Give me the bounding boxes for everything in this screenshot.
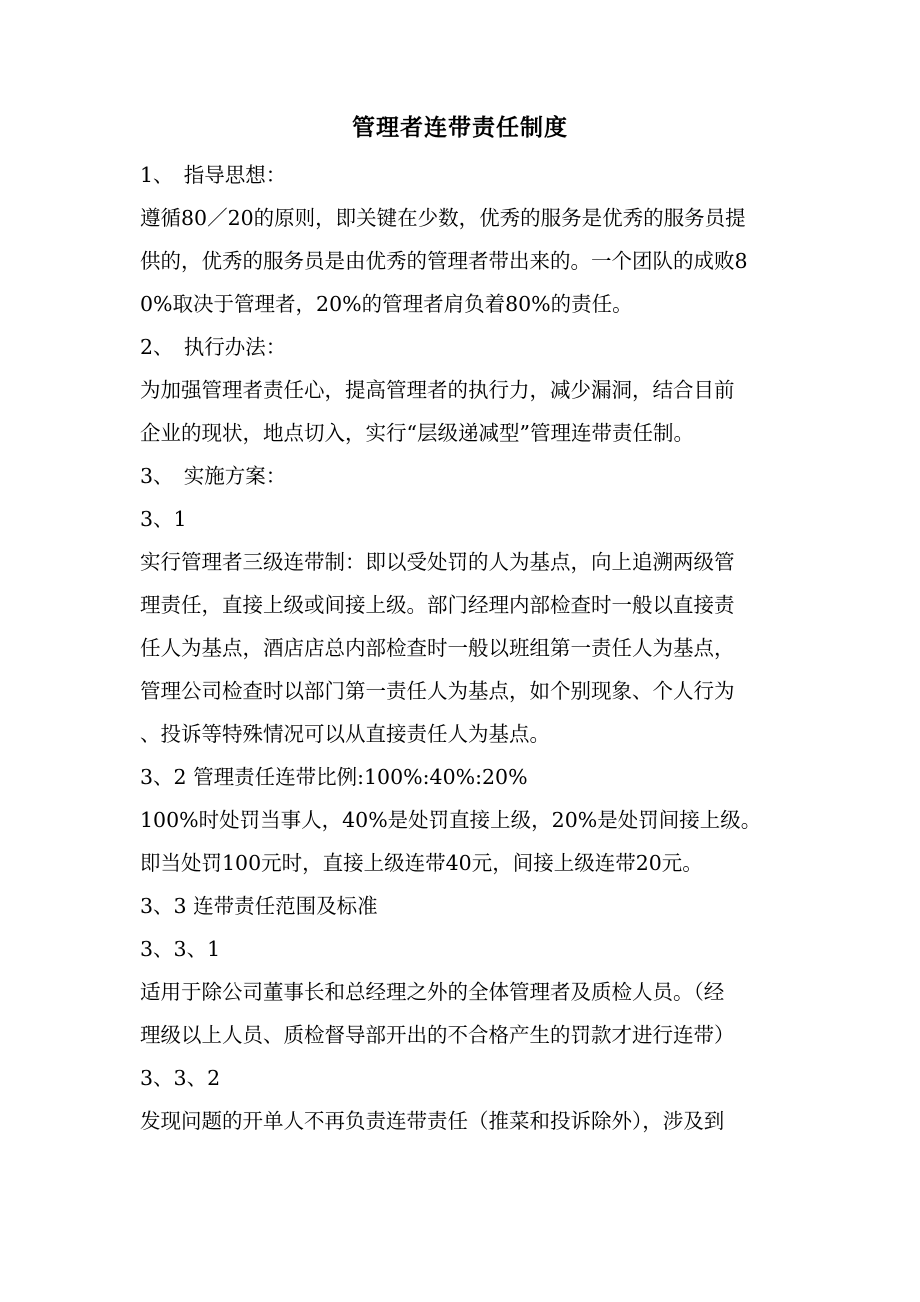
subsection-heading: 3、2 管理责任连带比例:100%:40%:20% xyxy=(140,765,528,789)
subsection-number: 3、3、2 xyxy=(140,1066,221,1090)
subsection-number: 3、3、1 xyxy=(140,937,221,961)
section-heading-1: 1、 指导思想： xyxy=(140,163,287,187)
paragraph-line: 即当处罚100元时，直接上级连带40元，间接上级连带20元。 xyxy=(140,851,703,875)
paragraph-line: 理级以上人员、质检督导部开出的不合格产生的罚款才进行连带） xyxy=(140,1023,735,1047)
section-heading-2: 2、 执行办法： xyxy=(140,335,287,359)
paragraph-line: 任人为基点，酒店店总内部检查时一般以班组第一责任人为基点， xyxy=(140,636,735,660)
paragraph-line: 100%时处罚当事人，40%是处罚直接上级，20%是处罚间接上级。 xyxy=(140,808,762,832)
section-heading-3: 3、 实施方案： xyxy=(140,464,287,488)
document-title: 管理者连带责任制度 xyxy=(352,115,568,141)
paragraph-line: 企业的现状，地点切入，实行“层级递减型”管理连带责任制。 xyxy=(140,421,694,445)
paragraph-line: 0%取决于管理者，20%的管理者肩负着80%的责任。 xyxy=(140,292,633,316)
paragraph-line: 、投诉等特殊情况可以从直接责任人为基点。 xyxy=(140,722,550,746)
paragraph-line: 实行管理者三级连带制：即以受处罚的人为基点，向上追溯两级管 xyxy=(140,550,735,574)
subsection-number: 3、1 xyxy=(140,507,187,531)
paragraph-line: 管理公司检查时以部门第一责任人为基点，如个别现象、个人行为 xyxy=(140,679,735,703)
paragraph-line: 为加强管理者责任心，提高管理者的执行力，减少漏洞，结合目前 xyxy=(140,378,735,402)
paragraph-line: 适用于除公司董事长和总经理之外的全体管理者及质检人员。（经 xyxy=(140,980,725,1004)
paragraph-line: 理责任，直接上级或间接上级。部门经理内部检查时一般以直接责 xyxy=(140,593,735,617)
paragraph-line: 供的，优秀的服务员是由优秀的管理者带出来的。一个团队的成败8 xyxy=(140,249,748,273)
paragraph-line: 发现问题的开单人不再负责连带责任（推菜和投诉除外），涉及到 xyxy=(140,1109,725,1133)
subsection-heading: 3、3 连带责任范围及标准 xyxy=(140,894,378,918)
paragraph-line: 遵循80／20的原则，即关键在少数，优秀的服务是优秀的服务员提 xyxy=(140,206,746,230)
